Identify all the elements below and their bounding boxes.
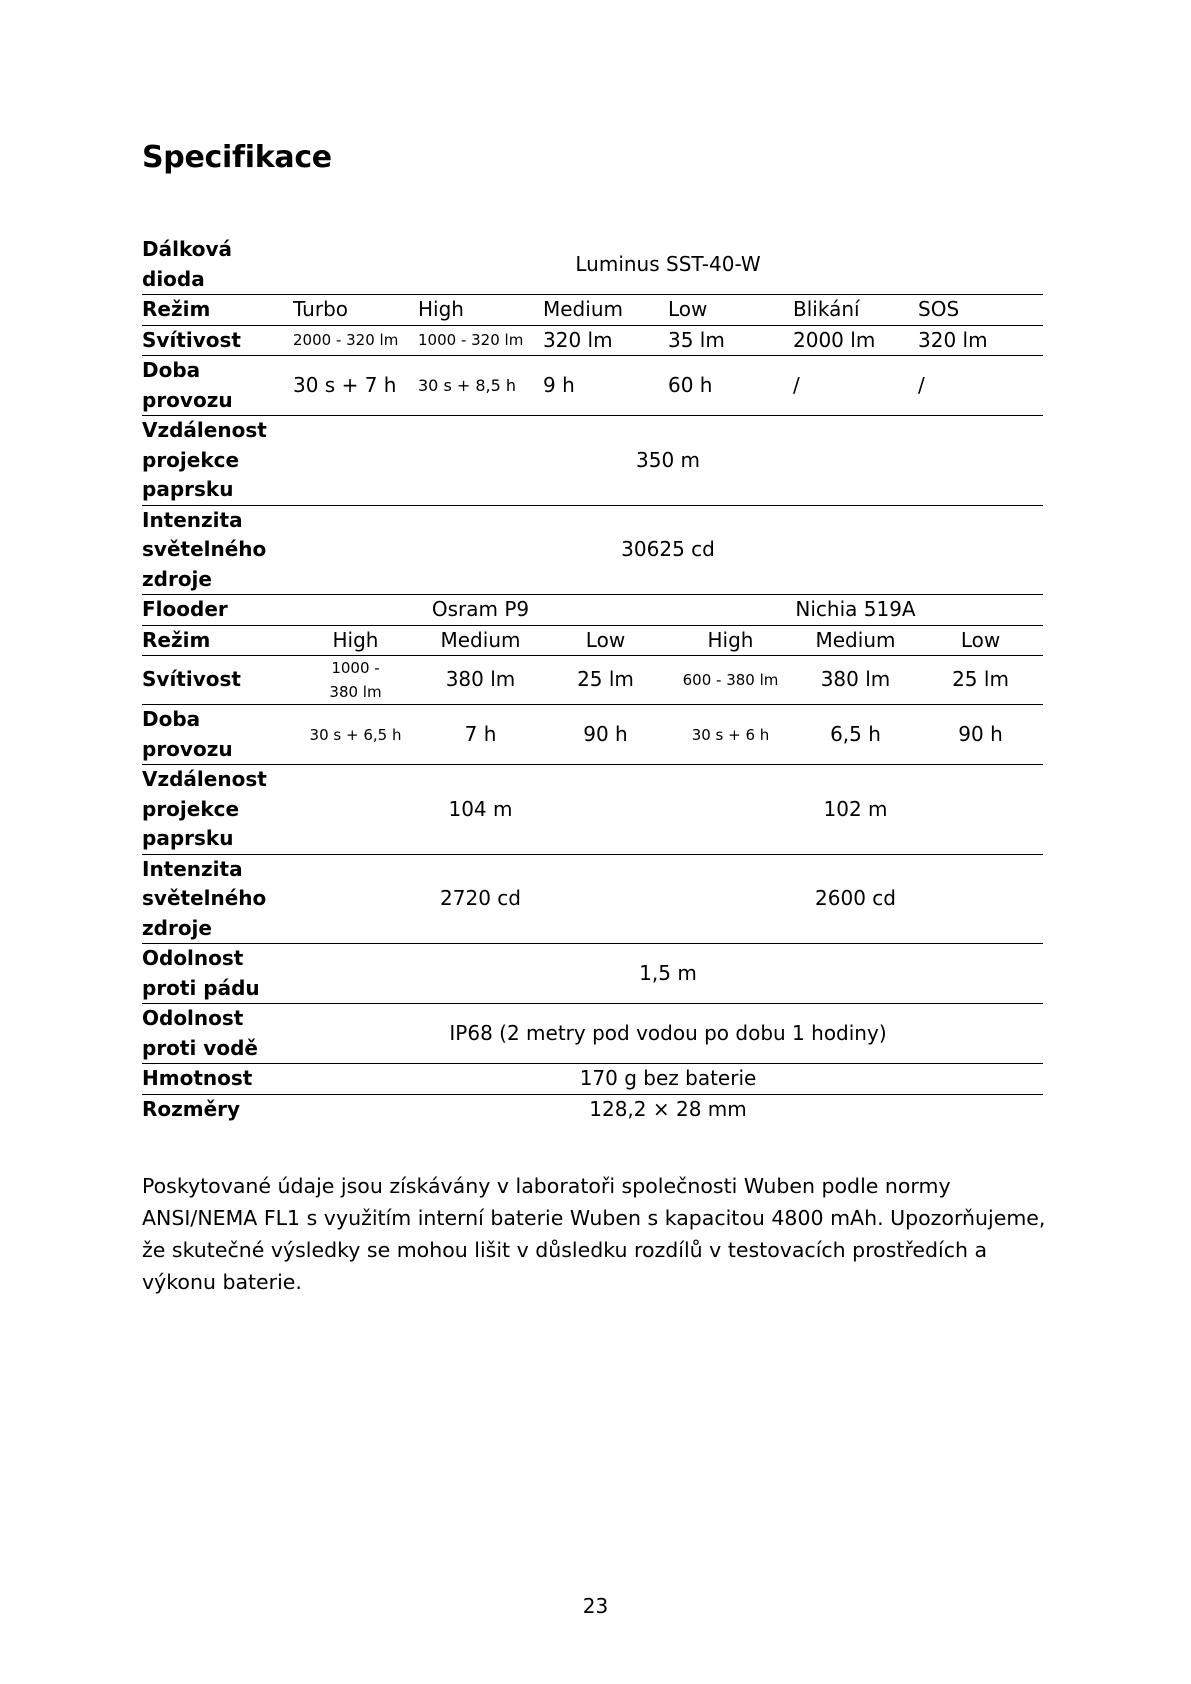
row-label: Režim bbox=[142, 625, 293, 656]
row-label: Svítivost bbox=[142, 656, 293, 705]
footnote-paragraph: Poskytované údaje jsou získávány v laboratoři společnosti Wuben podle normy ANSI/NEMA FL1 s využitím interní baterie Wuben s kapacitou 4800 mAh. Upozorňujeme, že skutečné výsledky se mohou lišit v důsledku rozdílů v testovacích prostředích a výkonu baterie. bbox=[142, 1174, 1046, 1294]
table-row bbox=[142, 356, 1043, 416]
table-row bbox=[142, 705, 1043, 765]
cell-value: 7 h bbox=[418, 705, 543, 765]
cell-value: 1000 - 380 lm bbox=[293, 656, 418, 705]
cell-value: 90 h bbox=[543, 705, 668, 765]
cell-value: 170 g bez baterie bbox=[293, 1064, 1043, 1095]
cell-value: 2720 cd bbox=[293, 854, 668, 944]
cell-value: High bbox=[293, 625, 418, 656]
cell-value: IP68 (2 metry pod vodou po dobu 1 hodiny) bbox=[293, 1004, 1043, 1064]
cell-value: 380 lm bbox=[793, 656, 918, 705]
row-label: Rozměry bbox=[142, 1094, 293, 1124]
cell-value: 2000 lm bbox=[793, 325, 918, 356]
cell-value: Low bbox=[668, 295, 793, 326]
spec-table bbox=[142, 235, 1043, 1124]
row-label: Svítivost bbox=[142, 325, 293, 356]
cell-value: 25 lm bbox=[543, 656, 668, 705]
row-label: Odolnost proti pádu bbox=[142, 944, 293, 1004]
cell-value: Low bbox=[543, 625, 668, 656]
table-row bbox=[142, 1004, 1043, 1064]
table-row bbox=[142, 416, 1043, 506]
cell-value: Nichia 519A bbox=[668, 595, 1043, 626]
cell-value: 30625 cd bbox=[293, 505, 1043, 595]
page-title: Specifikace bbox=[142, 140, 332, 175]
cell-value: Luminus SST-40-W bbox=[575, 251, 761, 276]
table-row bbox=[142, 1094, 1043, 1124]
row-label: Režim bbox=[142, 295, 293, 326]
table-row bbox=[142, 295, 1043, 326]
cell-value: 60 h bbox=[668, 356, 793, 416]
row-label: Doba provozu bbox=[142, 705, 293, 765]
row-label: Doba provozu bbox=[142, 356, 293, 416]
cell-value: 30 s + 7 h bbox=[293, 356, 418, 416]
table-row bbox=[142, 625, 1043, 656]
cell-value: 9 h bbox=[543, 356, 668, 416]
cell-value: Turbo bbox=[293, 295, 418, 326]
cell-value: 6,5 h bbox=[793, 705, 918, 765]
row-label: Dálková dioda bbox=[142, 237, 232, 291]
row-label: Vzdálenost projekce paprsku bbox=[142, 765, 293, 855]
cell-value: 128,2 × 28 mm bbox=[293, 1094, 1043, 1124]
cell-value: 350 m bbox=[293, 416, 1043, 506]
row-label: Hmotnost bbox=[142, 1064, 293, 1095]
cell-value: 102 m bbox=[668, 765, 1043, 855]
row-label: Intenzita světelného zdroje bbox=[142, 854, 293, 944]
table-row bbox=[142, 944, 1043, 1004]
cell-value: SOS bbox=[918, 295, 1043, 326]
cell-value: 30 s + 6,5 h bbox=[293, 705, 418, 765]
cell-value: / bbox=[918, 356, 1043, 416]
table-row bbox=[142, 765, 1043, 855]
table-row bbox=[142, 595, 1043, 626]
cell-value: 30 s + 6 h bbox=[668, 705, 793, 765]
row-label: Intenzita světelného zdroje bbox=[142, 505, 293, 595]
cell-value: 2600 cd bbox=[668, 854, 1043, 944]
cell-value: Medium bbox=[793, 625, 918, 656]
cell-value: Osram P9 bbox=[293, 595, 668, 626]
cell-value: 90 h bbox=[918, 705, 1043, 765]
cell-value: 2000 - 320 lm bbox=[293, 325, 418, 356]
cell-value: 380 lm bbox=[418, 656, 543, 705]
table-row bbox=[142, 325, 1043, 356]
row-label: Vzdálenost projekce paprsku bbox=[142, 416, 293, 506]
cell-value: High bbox=[418, 295, 543, 326]
table-row bbox=[142, 1064, 1043, 1095]
cell-value: High bbox=[668, 625, 793, 656]
cell-value: Medium bbox=[418, 625, 543, 656]
cell-value: Low bbox=[918, 625, 1043, 656]
page-number: 23 bbox=[582, 1594, 609, 1618]
table-row bbox=[142, 235, 1043, 295]
cell-value: 320 lm bbox=[543, 325, 668, 356]
cell-value: 1,5 m bbox=[293, 944, 1043, 1004]
row-label: Odolnost proti vodě bbox=[142, 1004, 293, 1064]
cell-value: Medium bbox=[543, 295, 668, 326]
cell-value: 320 lm bbox=[918, 325, 1043, 356]
cell-value: 25 lm bbox=[918, 656, 1043, 705]
row-label: Flooder bbox=[142, 595, 293, 626]
cell-value: 1000 - 320 lm bbox=[418, 325, 543, 356]
cell-value: / bbox=[793, 356, 918, 416]
cell-value: 104 m bbox=[293, 765, 668, 855]
cell-value: 35 lm bbox=[668, 325, 793, 356]
table-row bbox=[142, 656, 1043, 705]
table-row bbox=[142, 505, 1043, 595]
cell-value: 600 - 380 lm bbox=[668, 656, 793, 705]
table-row bbox=[142, 854, 1043, 944]
cell-value: Blikání bbox=[793, 295, 918, 326]
cell-value: 30 s + 8,5 h bbox=[418, 356, 543, 416]
